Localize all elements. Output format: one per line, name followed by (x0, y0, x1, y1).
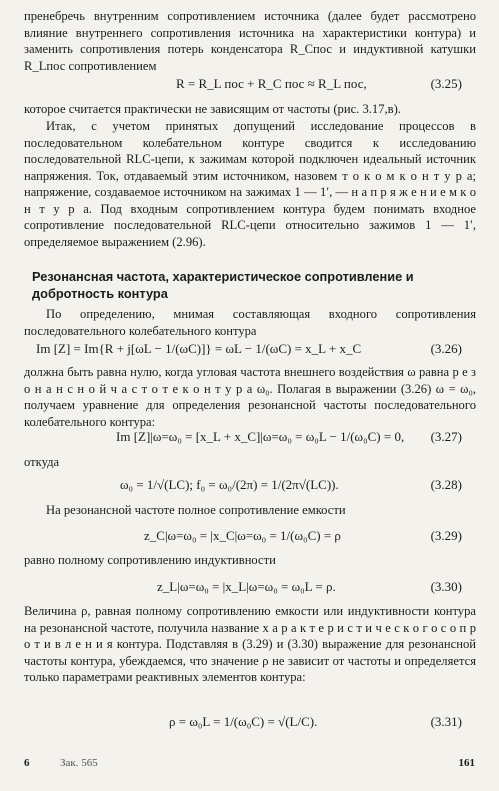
equation-expression: ω₀ = 1/√(LC); f₀ = ω₀/(2π) = 1/(2π√(LC)). (120, 477, 339, 492)
sheet-mark: 6 (24, 757, 30, 769)
equation-number: (3.29) (430, 528, 462, 543)
paragraph-series-rlc: Итак, с учетом принятых допущений исследование процессов в последовательном колебательном контуре сводится к исследованию последовательной RLC-цепи, к зажимам которой подключен идеальный источник напряжения. Ток, отдаваемый этим источником, назовем т о к о м к о н т у р а; напряжение, создаваемое источником на зажимах 1 — 1′, — н а п р я ж е н и е м к о н т у р а. Под входным сопротивлением контура будем понимать входное сопротивление последовательной RLC-цепи относительно зажимов 1 — 1′, определяемое выражением (2.96). (24, 119, 476, 249)
equation-number: (3.26) (430, 341, 462, 356)
equation-number: (3.25) (430, 76, 462, 91)
paragraph-characteristic-impedance: Величина ρ, равная полному сопротивлению емкости или индуктивности контура на резонансной частоте, получила название х а р а к т е р и с т и ч е с к о г о с о п р о т и в л е н и я контура. Подставляя в (3.29) и (3.30) выражение для резонансной частоты контура, убеждаемся, что значение ρ не зависит от частоты и определяется только параметрами реактивных элементов контура: (24, 604, 476, 684)
section-heading: Резонансная частота, характеристическое сопротивление и добротность контура (32, 269, 414, 301)
text-capacitance-impedance: На резонансной частоте полное сопротивление емкости (46, 503, 346, 517)
equation-3-26 (24, 340, 476, 358)
text-whence: откуда (24, 455, 60, 469)
equation-number: (3.30) (430, 579, 462, 594)
paragraph-intro: пренебречь внутренним сопротивлением источника (далее будет рассмотрено влияние внутреннего сопротивления источника на характеристики контура) и заменить сопротивления потерь конденсатора R_Cпос и индуктивной катушки R_Lпос сопротивлением (24, 9, 476, 73)
order-mark: Зак. 565 (60, 757, 98, 769)
equation-3-25 (24, 75, 476, 93)
equation-3-30 (24, 578, 476, 596)
equation-3-27 (24, 428, 476, 446)
equation-3-28 (24, 476, 476, 494)
page-number: 161 (458, 757, 475, 769)
equation-3-31 (24, 713, 476, 731)
equation-expression: R = R_L пос + R_C пос ≈ R_L пос, (176, 76, 367, 91)
paragraph-frequency-independence: которое считается практически не зависящим от частоты (рис. 3.17,в). (24, 102, 401, 116)
equation-number: (3.31) (430, 714, 462, 729)
equation-expression: z_C|ω=ω₀ = |x_C|ω=ω₀ = 1/(ω₀C) = ρ (144, 528, 341, 543)
paragraph-definition: По определению, мнимая составляющая входного сопротивления последовательного колебательного контура (24, 307, 476, 338)
equation-expression: z_L|ω=ω₀ = |x_L|ω=ω₀ = ω₀L = ρ. (157, 579, 336, 594)
text-inductance-impedance: равно полному сопротивлению индуктивности (24, 553, 276, 567)
paragraph-resonance-condition: должна быть равна нулю, когда угловая частота внешнего воздействия ω равна р е з о н а н с н о й ч а с т о т е к о н т у р а ω₀. Полагая в выражении (3.26) ω = ω₀, получаем уравнение для определения резонансной частоты последовательного колебательного контура: (24, 365, 476, 429)
equation-3-29 (24, 527, 476, 545)
equation-number: (3.28) (430, 477, 462, 492)
equation-expression: Im [Z] = Im{R + j[ωL − 1/(ωC)]} = ωL − 1/(ωC) = x_L + x_C (36, 341, 362, 356)
equation-number: (3.27) (430, 429, 462, 444)
equation-expression: Im [Z]|ω=ω₀ = [x_L + x_C]|ω=ω₀ = ω₀L − 1/(ω₀C) = 0, (116, 429, 405, 444)
equation-expression: ρ = ω₀L = 1/(ω₀C) = √(L/C). (169, 714, 318, 729)
